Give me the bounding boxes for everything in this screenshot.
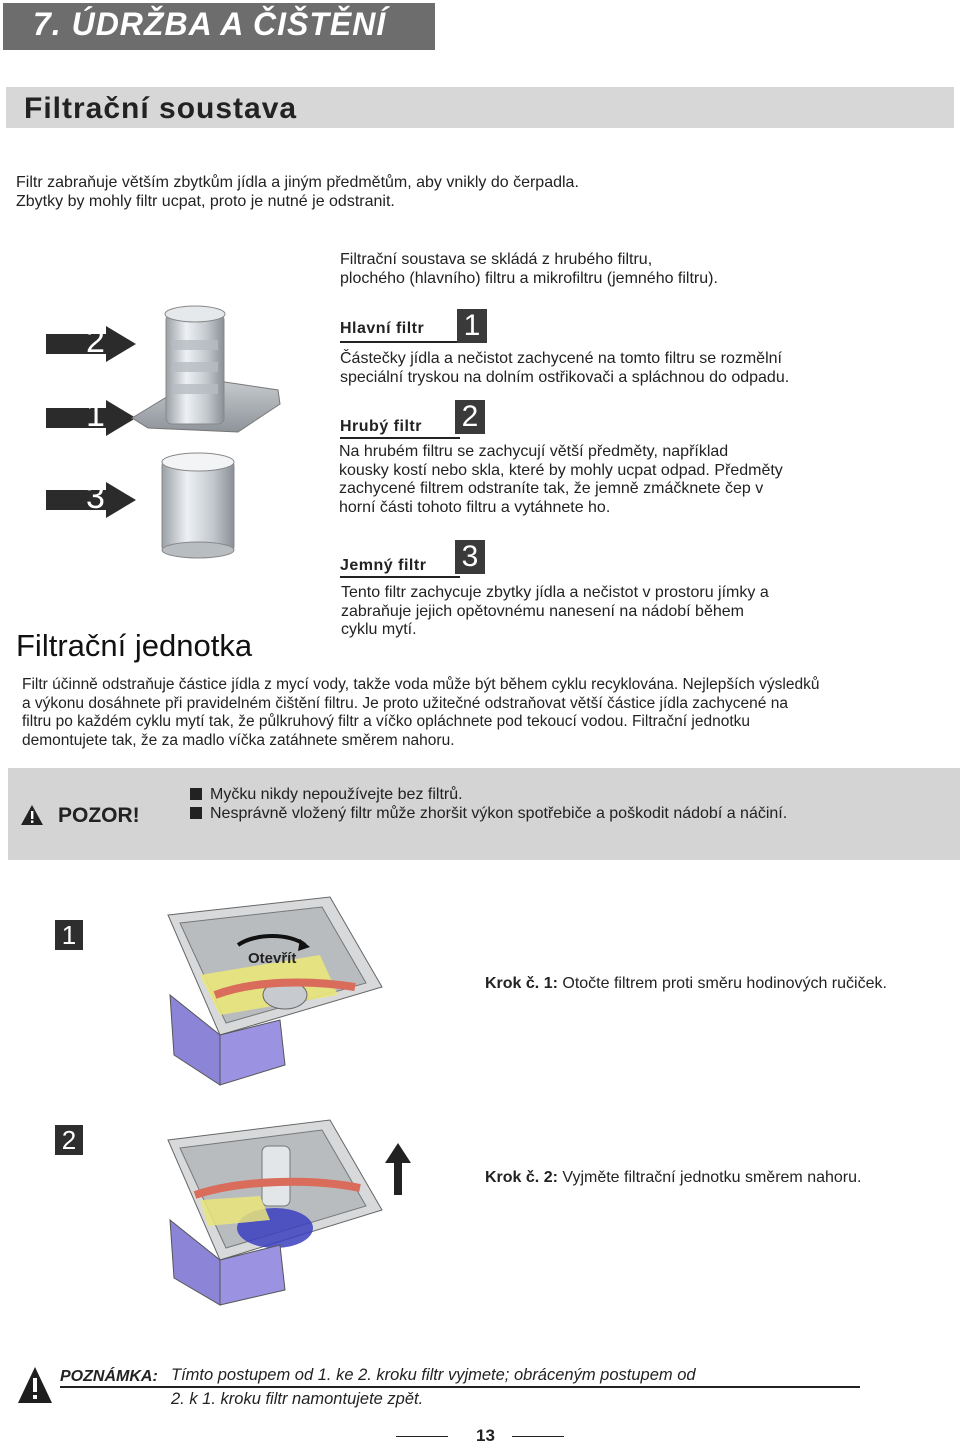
- description-line: Na hrubém filtru se zachycují větší předměty, například: [339, 443, 729, 460]
- note-line: Tímto postupem od 1. ke 2. kroku filtr vyjmete; obráceným postupem od: [171, 1366, 696, 1384]
- page-number: 13: [476, 1426, 495, 1445]
- description-line: Částečky jídla a nečistot zachycené na tomto filtru se rozmělní: [340, 350, 782, 367]
- warning-icon: [20, 804, 44, 826]
- note-warning-icon: [17, 1366, 53, 1404]
- warning-label: POZOR!: [58, 804, 140, 827]
- page-number-rule-right: [512, 1436, 564, 1437]
- up-arrow-icon: [385, 1143, 411, 1195]
- section-header: [6, 87, 954, 128]
- main-filter-number: 1: [457, 309, 487, 343]
- figure-label: 2: [86, 322, 105, 360]
- bullet-icon: [190, 807, 202, 819]
- note-divider: [60, 1386, 860, 1388]
- step-2-illustration: [160, 1100, 390, 1310]
- coarse-filter-description: [339, 443, 939, 517]
- note-text: [171, 1366, 851, 1385]
- step-1-text: [485, 975, 887, 994]
- filter-unit-paragraph: [22, 676, 957, 750]
- description-line: speciální tryskou na dolním ostřikovači a spláchnou do odpadu.: [340, 368, 790, 386]
- description-line: Tento filtr zachycuje zbytky jídla a nečistot v prostoru jímky a: [341, 584, 769, 601]
- warning-item: Nesprávně vložený filtr může zhoršit výkon spotřebiče a poškodit nádobí a náčiní.: [190, 805, 950, 824]
- coarse-filter-heading: [340, 418, 460, 439]
- figure-arrow-3: [46, 478, 136, 518]
- paragraph-line: filtru po každém cyklu mytí tak, že půlkruhový filtr a víčko opláchnete pod tekoucí vodou. Filtrační jednotku: [22, 713, 750, 730]
- main-filter-heading: [340, 320, 470, 343]
- coarse-filter-title: Hrubý filtr: [340, 418, 422, 435]
- coarse-filter-number: 2: [455, 400, 485, 434]
- step-2-label: Krok č. 2:: [485, 1169, 558, 1186]
- step-1-number: 1: [55, 920, 83, 950]
- warning-item: Myčku nikdy nepoužívejte bez filtrů.: [190, 786, 950, 805]
- intro-line: Zbytky by mohly filtr ucpat, proto je nutné je odstranit.: [16, 192, 395, 210]
- description-line: cyklu mytí.: [341, 621, 417, 638]
- figure-arrow-2: [46, 322, 136, 362]
- step-1-instruction: Otočte filtrem proti směru hodinových ručiček.: [557, 975, 887, 992]
- fine-filter-description: [341, 584, 941, 640]
- warning-box: [8, 768, 960, 860]
- description-line: zabraňuje jejich opětovnému nanesení na nádobí během: [341, 602, 744, 620]
- open-label: Otevřít: [248, 950, 297, 967]
- composition-paragraph: [340, 251, 940, 288]
- intro-paragraph: [16, 174, 916, 211]
- description-line: zachycené filtrem odstraníte tak, že jemně zmáčknete čep v: [339, 480, 764, 497]
- page-number-rule-left: [396, 1436, 448, 1437]
- paragraph-line: demontujete tak, že za madlo víčka zatáhnete směrem nahoru.: [22, 731, 455, 749]
- chapter-header: [3, 3, 435, 50]
- note-label: POZNÁMKA:: [60, 1368, 158, 1385]
- section-title: Filtrační soustava: [24, 92, 298, 125]
- composition-line: Filtrační soustava se skládá z hrubého filtru,: [340, 251, 653, 268]
- figure-label: 3: [86, 478, 105, 516]
- paragraph-line: Filtr účinně odstraňuje částice jídla z mycí vody, takže voda může být během cyklu recyklována. Nejlepších výsledků: [22, 676, 820, 693]
- fine-filter-title: Jemný filtr: [340, 557, 427, 574]
- warning-list: [190, 786, 950, 823]
- main-filter-title: Hlavní filtr: [340, 320, 425, 337]
- step-2-instruction: Vyjměte filtrační jednotku směrem nahoru.: [557, 1169, 862, 1186]
- step-1-illustration: [160, 895, 390, 1095]
- composition-line: plochého (hlavního) filtru a mikrofiltru (jemného filtru).: [340, 269, 718, 287]
- note-line: 2. k 1. kroku filtr namontujete zpět.: [171, 1390, 424, 1408]
- figure-label: 1: [86, 396, 105, 434]
- step-1-label: Krok č. 1:: [485, 975, 558, 992]
- intro-line: Filtr zabraňuje větším zbytkům jídla a jiným předmětům, aby vnikly do čerpadla.: [16, 174, 579, 191]
- description-line: horní části tohoto filtru a vytáhnete ho.: [339, 498, 611, 516]
- filter-assembly-illustration: [128, 300, 288, 560]
- paragraph-line: a výkonu dosáhnete při pravidelném čištění filtru. Je proto užitečné odstraňovat větší částice jídla zachycené na: [22, 694, 788, 712]
- step-2-text: [485, 1169, 861, 1188]
- main-filter-description: [340, 350, 940, 387]
- filter-unit-title: Filtrační jednotka: [16, 628, 253, 663]
- fine-filter-number: 3: [455, 540, 485, 574]
- description-line: kousky kostí nebo skla, které by mohly ucpat odpad. Předměty: [339, 461, 783, 479]
- chapter-title: 7. ÚDRŽBA A ČIŠTĚNÍ: [33, 6, 387, 42]
- bullet-icon: [190, 788, 202, 800]
- fine-filter-heading: [340, 557, 460, 578]
- step-2-number: 2: [55, 1125, 83, 1155]
- figure-arrow-1: [46, 396, 136, 436]
